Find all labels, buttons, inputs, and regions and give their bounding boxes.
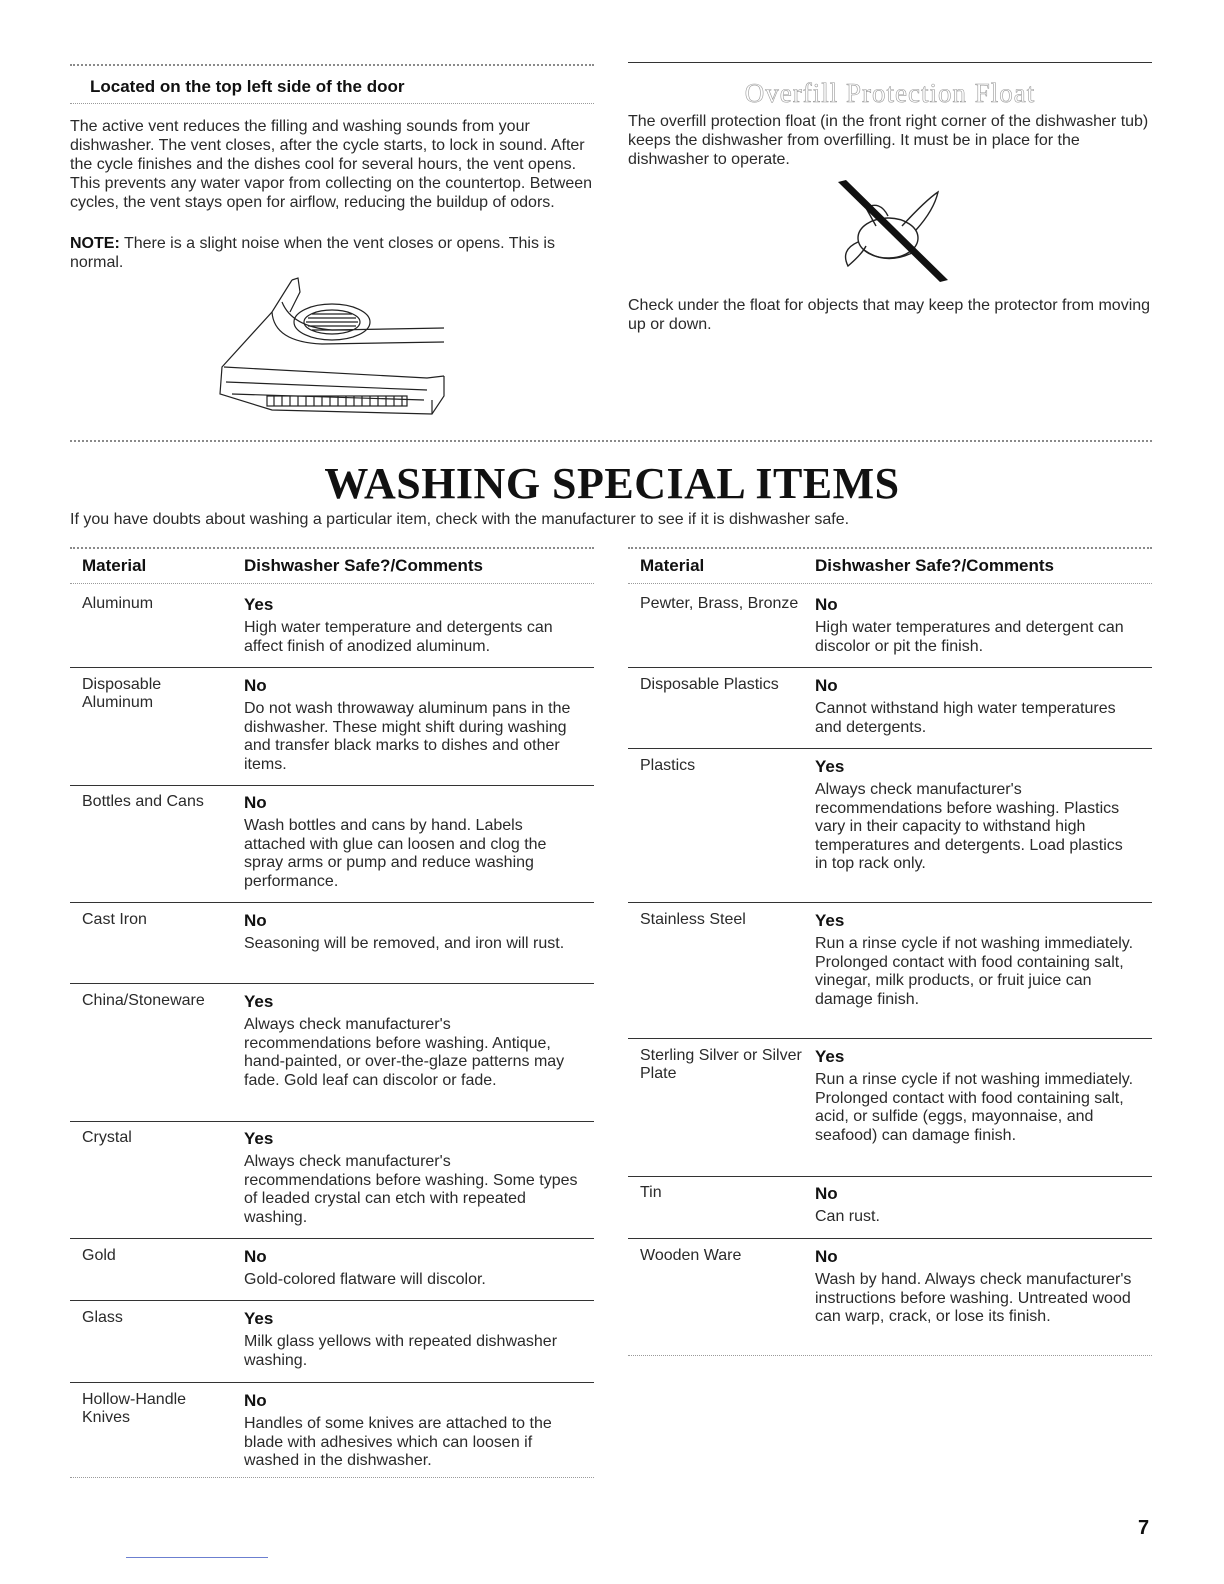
verdict-cell: Yes bbox=[244, 992, 274, 1011]
section-intro: If you have doubts about washing a particular item, check with the manufacturer to see if it is dishwasher safe. bbox=[70, 511, 850, 528]
verdict-cell: Yes bbox=[815, 1047, 845, 1066]
right-col-material-header: Material bbox=[640, 556, 705, 575]
top-left-rule bbox=[70, 64, 594, 66]
comment-cell: Cannot withstand high water temperatures and detergents. bbox=[815, 700, 1116, 736]
material-cell: China/Stoneware bbox=[82, 992, 205, 1009]
comment-cell: Wash by hand. Always check manufacturer's instructions before washing. Untreated wood can warp, crack, or lose its finish. bbox=[815, 1271, 1132, 1325]
material-cell: Gold bbox=[82, 1247, 116, 1264]
row-divider bbox=[628, 1238, 1152, 1239]
verdict-cell: No bbox=[244, 1391, 267, 1410]
verdict-cell: Yes bbox=[815, 911, 845, 930]
row-divider bbox=[628, 902, 1152, 903]
comment-cell: Do not wash throwaway aluminum pans in the dishwasher. These might shift during washing and transfer black marks to dishes and other items. bbox=[244, 700, 571, 773]
verdict-cell: Yes bbox=[244, 595, 274, 614]
material-cell: Tin bbox=[640, 1184, 662, 1201]
row-divider bbox=[70, 1238, 594, 1239]
right-table-top-rule bbox=[628, 547, 1152, 549]
material-cell: Plastics bbox=[640, 757, 696, 774]
comment-cell: High water temperatures and detergent can discolor or pit the finish. bbox=[815, 619, 1124, 655]
material-cell: Stainless Steel bbox=[640, 911, 746, 928]
row-divider bbox=[628, 1038, 1152, 1039]
row-divider bbox=[70, 1121, 594, 1122]
material-cell: Disposable Plastics bbox=[640, 676, 779, 693]
comment-cell: High water temperature and detergents can affect finish of anodized aluminum. bbox=[244, 619, 553, 655]
material-cell: Glass bbox=[82, 1309, 123, 1326]
comment-cell: Always check manufacturer's recommendations before washing. Plastics vary in their capacity to withstand high temperatures and detergents. Load plastics in top rack only. bbox=[815, 781, 1123, 872]
row-divider bbox=[70, 667, 594, 668]
material-cell: Sterling Silver or Silver Plate bbox=[640, 1047, 802, 1082]
material-cell: Hollow-Handle Knives bbox=[82, 1391, 187, 1426]
section-title: WASHING SPECIAL ITEMS bbox=[324, 459, 900, 508]
left-col-material-header: Material bbox=[82, 556, 147, 575]
vent-heading-underline bbox=[70, 103, 594, 104]
right-col-comments-header: Dishwasher Safe?/Comments bbox=[815, 556, 1055, 575]
verdict-cell: No bbox=[815, 595, 838, 614]
row-divider bbox=[70, 1300, 594, 1301]
vent-note bbox=[70, 234, 594, 272]
float-body: The overfill protection float (in the front right corner of the dishwasher tub) keeps the dishwasher from overfilling. It must be in place for the dishwasher to operate. bbox=[628, 113, 1149, 168]
note-text: There is a slight noise when the vent closes or opens. This is normal. bbox=[70, 235, 555, 271]
material-cell: Bottles and Cans bbox=[82, 793, 204, 810]
left-table-bottom-rule bbox=[70, 1477, 594, 1478]
footer-line bbox=[126, 1557, 268, 1558]
vent-illustration bbox=[212, 272, 452, 428]
float-illustration bbox=[836, 180, 956, 284]
section-rule bbox=[70, 440, 1152, 442]
float-heading: Overfill Protection Float bbox=[744, 78, 1036, 108]
right-table-bottom-rule bbox=[628, 1355, 1152, 1356]
verdict-cell: Yes bbox=[244, 1309, 274, 1328]
comment-cell: Wash bottles and cans by hand. Labels attached with glue can loosen and clog the spray arms or pump and reduce washing performance. bbox=[244, 817, 547, 890]
row-divider bbox=[70, 1382, 594, 1383]
comment-cell: Handles of some knives are attached to the blade with adhesives which can loosen if washed in the dishwasher. bbox=[244, 1415, 552, 1469]
note-label: NOTE: bbox=[70, 235, 120, 252]
row-divider bbox=[70, 902, 594, 903]
row-divider bbox=[628, 667, 1152, 668]
row-divider bbox=[70, 785, 594, 786]
vent-heading: Located on the top left side of the door bbox=[90, 77, 405, 96]
right-header-rule bbox=[628, 583, 1152, 584]
material-cell: Pewter, Brass, Bronze bbox=[640, 595, 799, 612]
comment-cell: Seasoning will be removed, and iron will rust. bbox=[244, 935, 565, 952]
material-cell: Disposable Aluminum bbox=[82, 676, 162, 711]
comment-cell: Always check manufacturer's recommendations before washing. Some types of leaded crystal can etch with repeated washing. bbox=[244, 1153, 578, 1226]
material-cell: Cast Iron bbox=[82, 911, 147, 928]
verdict-cell: No bbox=[244, 911, 267, 930]
left-col-comments-header: Dishwasher Safe?/Comments bbox=[244, 556, 484, 575]
row-divider bbox=[628, 1176, 1152, 1177]
verdict-cell: Yes bbox=[815, 757, 845, 776]
top-right-rule bbox=[628, 62, 1152, 63]
float-check: Check under the float for objects that may keep the protector from moving up or down. bbox=[628, 297, 1151, 333]
left-table-top-rule bbox=[70, 547, 594, 549]
material-cell: Wooden Ware bbox=[640, 1247, 742, 1264]
comment-cell: Run a rinse cycle if not washing immediately. Prolonged contact with food containing salt, acid, or sulfide (eggs, mayonnaise, and seafood) can damage finish. bbox=[815, 1071, 1134, 1144]
verdict-cell: Yes bbox=[244, 1129, 274, 1148]
verdict-cell: No bbox=[244, 1247, 267, 1266]
verdict-cell: No bbox=[244, 793, 267, 812]
verdict-cell: No bbox=[815, 1184, 838, 1203]
comment-cell: Always check manufacturer's recommendations before washing. Antique, hand-painted, or over-the-glaze patterns may fade. Gold leaf can discolor or fade. bbox=[244, 1016, 565, 1089]
vent-body: The active vent reduces the filling and washing sounds from your dishwasher. The vent closes, after the cycle starts, to lock in sound. After the cycle finishes and the dishes cool for several hours, the vent opens. This prevents any water vapor from collecting on the countertop. Between cycles, the vent stays open for airflow, reducing the buildup of odors. bbox=[70, 118, 593, 211]
verdict-cell: No bbox=[815, 1247, 838, 1266]
comment-cell: Run a rinse cycle if not washing immediately. Prolonged contact with food containing salt, vinegar, milk products, or fruit juice can damage finish. bbox=[815, 935, 1134, 1008]
row-divider bbox=[628, 748, 1152, 749]
row-divider bbox=[70, 983, 594, 984]
verdict-cell: No bbox=[244, 676, 267, 695]
comment-cell: Gold-colored flatware will discolor. bbox=[244, 1271, 486, 1288]
page-number: 7 bbox=[1138, 1517, 1150, 1539]
comment-cell: Milk glass yellows with repeated dishwasher washing. bbox=[244, 1333, 558, 1369]
left-header-rule bbox=[70, 583, 594, 584]
verdict-cell: No bbox=[815, 676, 838, 695]
material-cell: Crystal bbox=[82, 1129, 132, 1146]
material-cell: Aluminum bbox=[82, 595, 154, 612]
comment-cell: Can rust. bbox=[815, 1208, 880, 1225]
